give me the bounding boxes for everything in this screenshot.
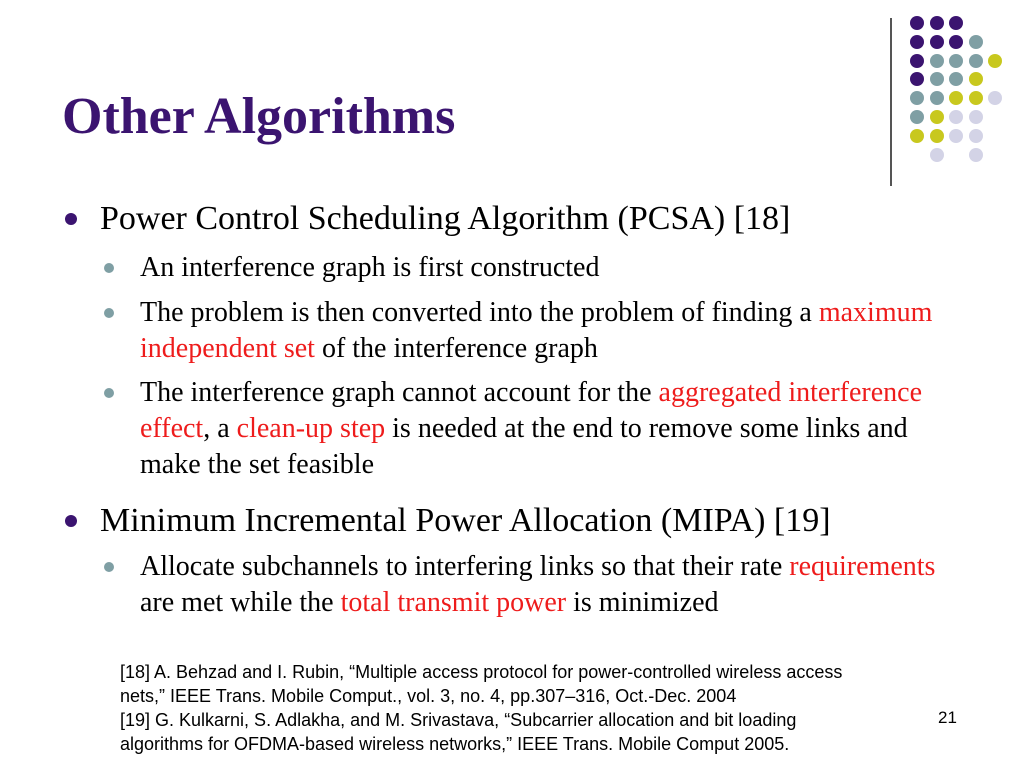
sub-bullet-marker (104, 263, 114, 273)
bullet-pcsa: Power Control Scheduling Algorithm (PCSA) [18] (100, 200, 791, 237)
bullet-marker (65, 515, 77, 527)
highlight-text: clean-up step (236, 413, 386, 444)
highlight-text: requirements (789, 551, 936, 582)
bullet-marker (65, 213, 77, 225)
text-segment: An interference graph is first constructed (140, 252, 600, 283)
text-segment: are met while the (140, 587, 341, 618)
sub-bullet-marker (104, 562, 114, 572)
text-segment: is needed at the end to remove some links and make the set feasible (140, 413, 908, 480)
text-segment: of the interference graph (314, 333, 598, 364)
slide-title: Other Algorithms (62, 88, 456, 145)
references (120, 660, 940, 756)
highlight-text: maximum independent set (140, 297, 933, 364)
sub-bullet-mipa-1 (140, 549, 970, 621)
page-number: 21 (938, 708, 957, 727)
sub-bullet-pcsa-3 (140, 375, 970, 483)
sub-bullet-marker (104, 308, 114, 318)
text-segment: The interference graph cannot account for the (140, 377, 659, 408)
sub-bullet-marker (104, 388, 114, 398)
reference-19-line-1: [19] G. Kulkarni, S. Adlakha, and M. Srivastava, “Subcarrier allocation and bit loading (120, 710, 797, 730)
reference-18-line-1: [18] A. Behzad and I. Rubin, “Multiple access protocol for power-controlled wireless access (120, 662, 843, 682)
text-segment: is minimized (566, 587, 719, 618)
sub-bullet-pcsa-1 (140, 250, 970, 286)
highlight-text: total transmit power (340, 587, 567, 618)
highlight-text: aggregated interference effect (140, 377, 922, 444)
reference-18-line-2: nets,” IEEE Trans. Mobile Comput., vol. 3, no. 4, pp.307–316, Oct.-Dec. 2004 (120, 686, 737, 706)
text-segment: Allocate subchannels to interfering links so that their rate (140, 551, 790, 582)
reference-19-line-2: algorithms for OFDMA-based wireless networks,” IEEE Trans. Mobile Comput 2005. (120, 734, 790, 754)
bullet-mipa: Minimum Incremental Power Allocation (MIPA) [19] (100, 502, 831, 539)
text-segment: , a (203, 413, 237, 444)
text-segment: The problem is then converted into the problem of finding a (140, 297, 819, 328)
sub-bullet-pcsa-2 (140, 295, 970, 367)
